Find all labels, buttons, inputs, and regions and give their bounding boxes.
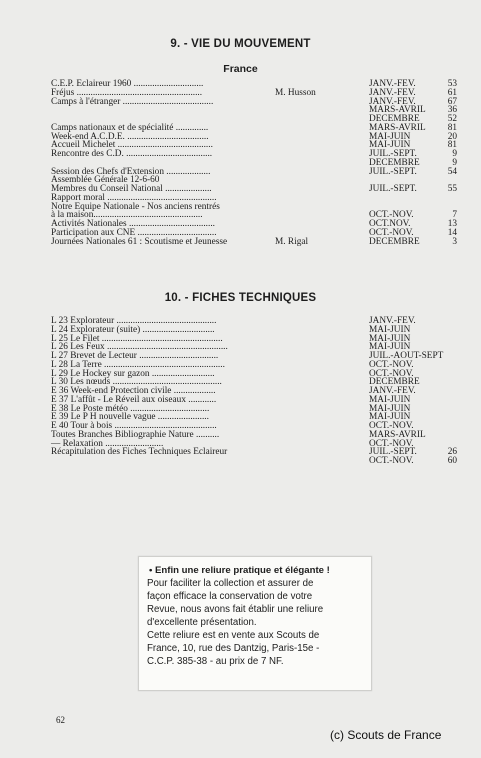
entry-page: 55	[447, 184, 457, 194]
entry-title: Activités Nationales .....................................	[51, 219, 215, 229]
entry-issue: JUIL.-SEPT.	[369, 184, 417, 194]
entry-title: Notre Equipe Nationale - Nos anciens rentrés	[51, 201, 220, 212]
entry-title: Membres du Conseil National ....................	[51, 184, 212, 194]
entry-title: Rapport moral ...............................................	[51, 192, 217, 203]
advert-line: C.C.P. 385-38 - au prix de 7 NF.	[147, 656, 284, 667]
entry-issue: MAI-JUIN	[369, 140, 411, 151]
entry-page: 26	[447, 447, 457, 458]
entry-issue: MAI-JUIN	[369, 412, 411, 423]
entry-issue: JUIL.-SEPT.	[369, 166, 417, 177]
binding-advert-box	[138, 556, 372, 691]
page-number: 62	[56, 715, 65, 725]
entry-title: L 27 Brevet de Lecteur ..................................	[51, 351, 219, 361]
entry-page: 61	[447, 87, 457, 98]
entry-issue: OCT.-NOV.	[369, 368, 414, 379]
advert-line: Pour faciliter la collection et assurer de	[147, 578, 314, 589]
entry-issue: MAI-JUIN	[369, 324, 411, 335]
entry-issue: JANV.-FEV.	[369, 96, 416, 107]
copyright-watermark: (c) Scouts de France	[330, 728, 442, 742]
entry-page: 54	[447, 166, 457, 177]
entry-issue: OCT.NOV.	[369, 219, 411, 229]
entry-page: 13	[447, 219, 457, 229]
entry-title: L 29 Le Hockey sur gazon ...........................	[51, 368, 215, 379]
advert-line: France, 10, rue des Dantzig, Paris-15e -	[147, 643, 320, 654]
entry-issue: MARS-AVRIL	[369, 429, 426, 440]
entry-title: Accueil Michelet .........................................	[51, 140, 213, 151]
entry-author: M. Rigal	[275, 236, 309, 247]
entry-page: 81	[447, 122, 457, 133]
entry-title: Assemblée Générale 12-6-60	[51, 175, 160, 186]
entry-issue: DECEMBRE	[369, 114, 420, 124]
section-title-fiches-techniques: 10. - FICHES TECHNIQUES	[164, 292, 317, 304]
entry-author: M. Husson	[275, 87, 316, 98]
entry-page: 9	[452, 157, 457, 168]
entry-issue: MAI-JUIN	[369, 131, 411, 142]
entry-issue: OCT.-NOV.	[369, 227, 414, 238]
entry-title: E 37 L'affût - Le Réveil aux oiseaux ............	[51, 394, 217, 405]
entry-issue: DECEMBRE	[369, 377, 420, 388]
entry-issue: OCT.-NOV.	[369, 438, 414, 449]
entry-issue: JANV.-FEV.	[369, 87, 416, 98]
entry-title: L 30 Les nœuds ...............................................	[51, 377, 222, 388]
entry-page: 9	[452, 149, 457, 159]
entry-issue: DECEMBRE	[369, 157, 420, 168]
entry-title: à la maison...............................................	[51, 210, 203, 221]
entry-issue: JUIL.-AOUT-SEPT	[369, 351, 444, 361]
entry-issue: MAI-JUIN	[369, 403, 411, 414]
entry-title: L 23 Explorateur ...........................................	[51, 316, 217, 326]
entry-issue: JANV.-FEV.	[369, 316, 416, 326]
entry-issue: MAI-JUIN	[369, 394, 411, 405]
entry-title: Camps nationaux et de spécialité ..............	[51, 122, 209, 133]
advert-title: • Enfin une reliure pratique et élégante !	[149, 565, 330, 576]
index-entry	[51, 238, 461, 247]
entry-page: 52	[447, 114, 457, 124]
entry-title: Récapitulation des Fiches Techniques Eclaireur	[51, 447, 228, 458]
entry-title: E 39 Le P H nouvelle vague ......................	[51, 412, 209, 423]
entry-title: L 24 Explorateur (suite) ...............................	[51, 324, 215, 335]
entry-issue: MARS-AVRIL	[369, 122, 426, 133]
entry-issue: MAI-JUIN	[369, 342, 411, 353]
entry-title: E 40 Tour à bois ............................................	[51, 421, 217, 431]
entry-issue: MAI-JUIN	[369, 333, 411, 344]
entry-title: E 36 Week-end Protection civile ..................	[51, 386, 216, 396]
advert-line: Revue, nous avons fait établir une reliure	[147, 604, 324, 615]
entry-issue: DECEMBRE	[369, 236, 420, 247]
entry-issue: OCT.-NOV.	[369, 359, 414, 370]
subsection-title-france: France	[223, 63, 258, 75]
entry-issue: MARS-AVRIL	[369, 105, 426, 116]
entry-issue: OCT.-NOV.	[369, 210, 414, 221]
entry-issue: OCT.-NOV.	[369, 421, 414, 431]
entry-title: Camps à l'étranger .......................................	[51, 96, 214, 107]
entry-title: Session des Chefs d'Extension ...................	[51, 166, 211, 177]
entry-issue: JANV.-FEV.	[369, 79, 416, 89]
entry-issue: JANV.-FEV.	[369, 386, 416, 396]
entry-title: Toutes Branches Bibliographie Nature ..........	[51, 429, 220, 440]
entry-page: 81	[447, 140, 457, 151]
entry-title: C.E.P. Eclaireur 1960 ..............................	[51, 79, 204, 89]
entry-title: L 26 Les Feux ....................................................	[51, 342, 228, 353]
entry-page: 53	[447, 79, 457, 89]
entry-page: 36	[447, 105, 457, 116]
entry-title: Rencontre des C.D. .....................................	[51, 149, 213, 159]
advert-line: Cette reliure est en vente aux Scouts de	[147, 630, 320, 641]
advert-line: d'excellente présentation.	[147, 617, 257, 628]
entry-title: Journées Nationales 61 : Scoutisme et Jeunesse	[51, 236, 228, 247]
entry-page: 60	[447, 456, 457, 466]
entry-title: Week-end A.C.D.E. ...................................	[51, 131, 209, 142]
entry-page: 67	[447, 96, 457, 107]
entry-issue: JUIL.-SEPT.	[369, 447, 417, 458]
entry-page: 20	[447, 131, 457, 142]
index-entry	[51, 457, 461, 466]
advert-line: façon efficace la conservation de votre	[147, 591, 313, 602]
entry-page: 7	[452, 210, 457, 221]
entry-issue: JUIL.-SEPT.	[369, 149, 417, 159]
entry-title: — Relaxation .........................	[51, 438, 164, 449]
entry-issue: OCT.-NOV.	[369, 456, 414, 466]
entry-title: E 38 Le Poste météo ..................................	[51, 403, 210, 414]
entry-page: 3	[452, 236, 457, 247]
entry-title: Participation aux CNE ..................................	[51, 227, 217, 238]
entry-title: L 28 La Terre ....................................................	[51, 359, 225, 370]
entry-title: L 25 Le Filet ....................................................	[51, 333, 223, 344]
section-title-vie-du-mouvement: 9. - VIE DU MOUVEMENT	[170, 38, 311, 50]
entry-page: 14	[447, 227, 457, 238]
entry-title: Fréjus ......................................................	[51, 87, 203, 98]
